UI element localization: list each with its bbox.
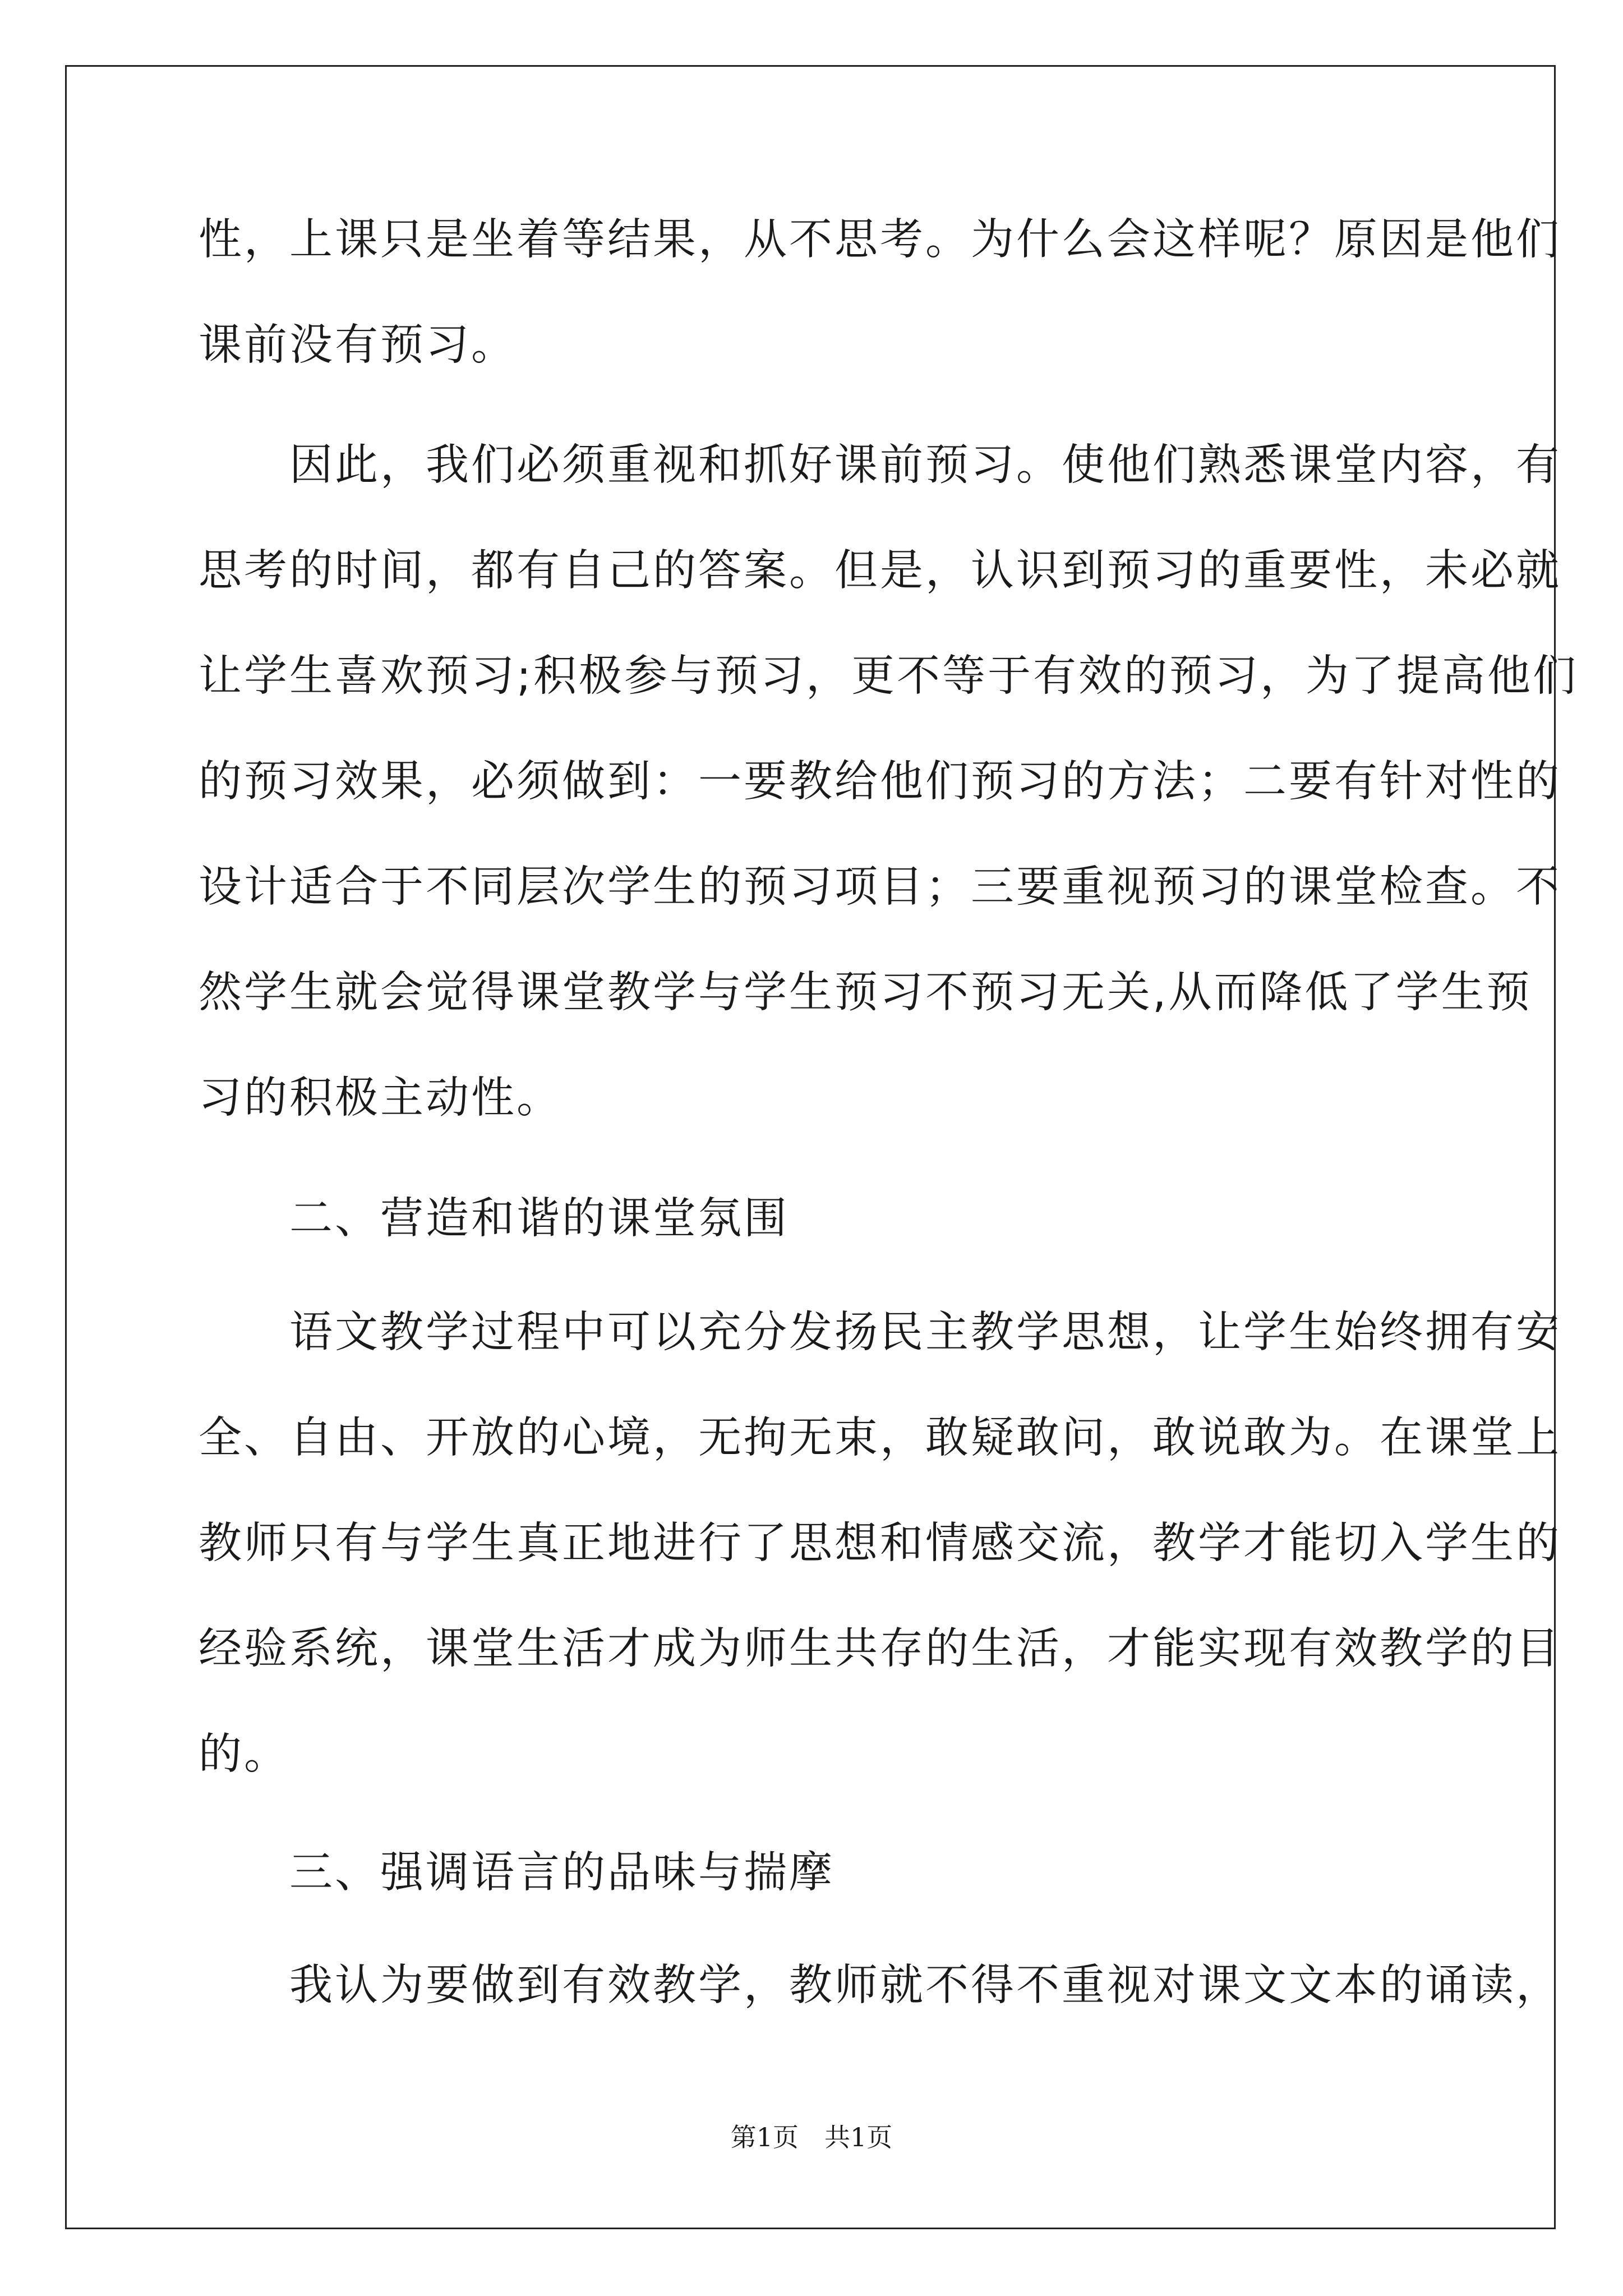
text-line: 设计适合于不同层次学生的预习项目；三要重视预习的课堂检查。不 xyxy=(199,862,1561,912)
text-line: 语文教学过程中可以充分发扬民主教学思想，让学生始终拥有安 xyxy=(199,1308,1561,1358)
text-line: 习的积极主动性。 xyxy=(199,1073,562,1123)
text-line: 我认为要做到有效教学，教师就不得不重视对课文文本的诵读， xyxy=(199,1961,1561,2010)
text-line: 课前没有预习。 xyxy=(199,320,517,370)
text-line: 让学生喜欢预习;积极参与预习，更不等于有效的预习，为了提高他们 xyxy=(199,651,1578,701)
text-line: 然学生就会觉得课堂教学与学生预习不预习无关,从而降低了学生预 xyxy=(199,968,1532,1018)
text-line: 的预习效果，必须做到：一要教给他们预习的方法；二要有针对性的 xyxy=(199,757,1561,807)
text-line: 全、自由、开放的心境，无拘无束，敢疑敢问，敢说敢为。在课堂上 xyxy=(199,1413,1561,1463)
section-heading: 三、强调语言的品味与揣摩 xyxy=(199,1848,834,1898)
section-heading: 二、营造和谐的课堂氛围 xyxy=(199,1194,789,1244)
text-line: 因此，我们必须重视和抓好课前预习。使他们熟悉课堂内容，有 xyxy=(199,440,1561,490)
page-footer: 第1页 共1页 xyxy=(730,2122,893,2152)
text-line: 的。 xyxy=(199,1729,289,1779)
page-border xyxy=(65,65,1578,2229)
text-line: 经验系统，课堂生活才成为师生共存的生活，才能实现有效教学的目 xyxy=(199,1624,1561,1674)
text-line: 思考的时间，都有自己的答案。但是，认识到预习的重要性，未必就 xyxy=(199,546,1561,596)
text-line: 性，上课只是坐着等结果，从不思考。为什么会这样呢？原因是他们 xyxy=(199,215,1561,265)
text-line: 教师只有与学生真正地进行了思想和情感交流，教学才能切入学生的 xyxy=(199,1519,1561,1568)
